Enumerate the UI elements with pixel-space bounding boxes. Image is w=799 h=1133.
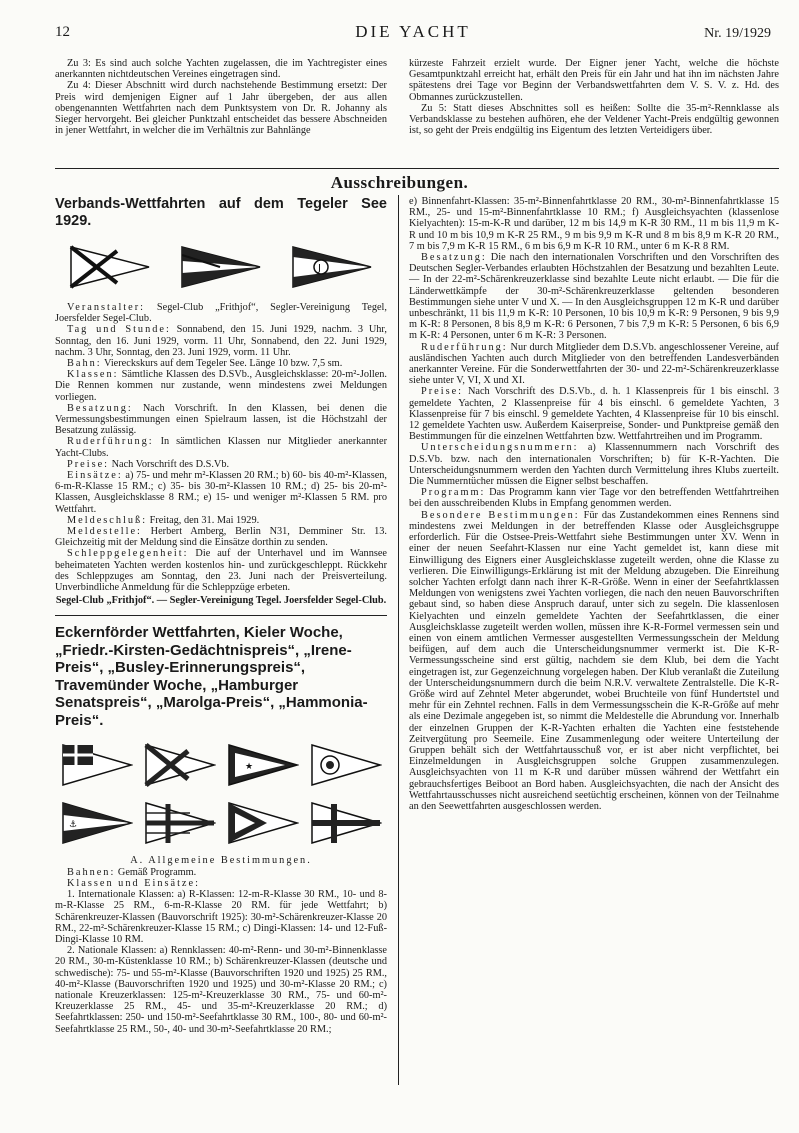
paragraph-text: Nur durch Mitglieder dem D.S.Vb. angeschlossener Vereine, auf ausländischen Yachten auch durch Mitglieder von den betreffenden Landesverbänden anerkannter Vereine. Für die Sonderwettfahrten der 30- und 22-m²-Schärenkreuzerklasse siehe unter V, VI, X und XI.	[409, 341, 779, 387]
club-flag-1-icon	[61, 743, 133, 787]
paragraph	[55, 436, 387, 458]
paragraph-text: Segel-Club „Frithjof“, Segler-Vereinigung Tegel, Joersfelder Segel-Club.	[55, 302, 387, 325]
paragraph	[409, 510, 779, 812]
paragraph	[55, 878, 387, 889]
paragraph-label: Besondere Bestimmungen:	[421, 509, 580, 521]
paragraph-label: Preise:	[421, 386, 464, 398]
paragraph-label: Bahn:	[67, 358, 102, 370]
paragraph-label: Meldeschluß:	[67, 514, 148, 526]
paragraph-text: Freitag, den 31. Mai 1929.	[147, 514, 260, 526]
paragraph-label: Besatzung:	[421, 252, 487, 264]
paragraph-label: Schleppgelegenheit:	[67, 548, 189, 560]
paragraph-text: In sämtlichen Klassen nur Mitglieder anerkannter Yacht-Clubs.	[55, 436, 387, 459]
paragraph-text: Sämtliche Klassen des D.SVb., Ausgleichsklasse: 20-m²-Jollen. Die Rennen kommen nur zustande, wenn mindestens zwei Meldungen vorliegen.	[55, 369, 387, 403]
paragraph-text: 1. Internationale Klassen: a) R-Klassen: 12-m-R-Klasse 30 RM., 10- und 8-m-R-Klasse 25 RM., 6-m-R-Klasse 20 RM. für jede Wettfahrt; b) Schärenkreuzer-Klassen (Bauvorschrift 1925): 30-m²-Schärenkreuzer-Klasse 20 RM., 22-m²-Schärenkreuzer-Klasse 15 RM.; c) Dingi-Klassen: 14- und 12-Fuß-Dingi-Klasse 10 RM.	[55, 889, 387, 945]
magazine-title: DIE YACHT	[355, 22, 471, 41]
paragraph	[55, 945, 387, 1035]
tegel-flag-row	[55, 236, 387, 298]
top-right-continuation	[409, 58, 779, 136]
paragraph-text: Herbert Amberg, Berlin N31, Demminer Str. 13. Gleichzeitig mit der Meldung sind die Einsätze dorthin zu senden.	[55, 526, 387, 549]
paragraph	[409, 487, 779, 509]
tegel-signature: Segel-Club „Frithjof“. — Segler-Vereinigung Tegel. Joersfelder Segel-Club.	[55, 595, 387, 607]
paragraph	[409, 442, 779, 487]
frithjof-flag-icon	[69, 245, 151, 289]
paragraph	[55, 369, 387, 403]
paragraph-text: Nach Vorschrift. In den Klassen, bei denen die Vermessungsbestimmungen einen Spielraum lassen, ist die Höchstzahl der Besatzung zulässig.	[55, 402, 387, 437]
paragraph-text: Viereckskurs auf dem Tegeler See. Länge 10 bzw. 7,5 sm.	[101, 358, 343, 370]
paragraph-label: Ruderführung:	[421, 341, 508, 353]
paragraph-label: Ruderführung:	[67, 436, 154, 448]
left-column	[55, 196, 387, 1035]
paragraph	[55, 470, 387, 515]
section-title: Ausschreibungen.	[330, 173, 469, 192]
paragraph-text: Die nach den internationalen Vorschriften und den Vorschriften des Deutschen Segler-Verbandes erlaubten Höchstzahlen der Besatzung und bezahlten Leute. — In der 22-m²-Schärenkreuzerklasse sind bezahlte Leute nicht erlaubt. — Die für die Länderwettkämpfe der 30-m²-Schärenkreuzerklasse geltenden besonderen Bestimmungen siehe unter V und X. — In den Ausgleichsgruppen 12 m K-R und darüber unbeschränkt, 11 bis 11,9 m K-R: 10 Personen, 10 bis 10,9 m K-R: 9 Personen, 9 bis 9,9 m K-R: 8 Personen, 8 bis 8,9 m K-R: 6 Personen, 7 bis 7,9 m K-R: 5 Personen, 6 bis 6,9 m K-R: 4 Personen, unter 6 m K-R: 3 Personen.	[409, 252, 779, 342]
svg-text:⚓: ⚓	[68, 820, 77, 831]
issue-number: Nr. 19/1929	[704, 26, 771, 41]
paragraph-text: 2. Nationale Klassen: a) Rennklassen: 40-m²-Renn- und 30-m²-Binnenklasse 20 RM., 30-m-Küstenklasse 10 RM.; b) Schärenkreuzer-Klassen (deutsche und schwedische): 75- und 55-m²-Klasse (Bauvorschriften 1920 und 1925) 25 RM., 40-m²-Klasse (Bauvorschriften 1920 und 1925) und 30-m²-Klasse 20 RM.; c) nationale Kreuzerklassen: 125-m²-Kreuzerklasse 30 RM., 75- und 60-m²-Kreuzerklasse 25 RM., 45- und 35-m²-Kreuzerklasse 20 RM.; d) Seefahrtklassen: 250- und 150-m²-Seefahrtklasse 30 RM., 100-, 80- und 60-m²-Seefahrtklasse 25 RM., 50-, 40- und 30-m²-Seefahrtklasse 20 RM.;	[55, 945, 387, 1035]
paragraph: Zu 4: Dieser Abschnitt wird durch nachstehende Bestimmung ersetzt: Der Preis wird demjenigen Eigner auf 1 Jahr übergeben, der aus allen obengenannten Wettfahrten nach dem Punktsystem von Dr. R. Johanny als Sieger hervorgeht. Bei gleicher Punktzahl entscheidet das bessere Abschneiden in jener Wettfahrt, in welcher die im Verhältnis zur Bahnlänge	[55, 80, 387, 137]
paragraph-text: Sonnabend, den 15. Juni 1929, nachm. 3 Uhr, Sonntag, den 16. Juni 1929, vorm. 11 Uhr, Sonnabend, den 22. Juni 1929, nachm. 3 Uhr, Sonntag, den 23. Juni 1929, vorm. 11 Uhr.	[55, 324, 387, 358]
paragraph-label: Besatzung:	[67, 402, 133, 414]
paragraph-text: e) Binnenfahrt-Klassen: 35-m²-Binnenfahrtklasse 20 RM., 30-m²-Binnenfahrtklasse 15 RM., 25- und 15-m²-Binnenfahrtklasse 10 RM.; f) Ausgleichsyachten (klassenlose Kielyachten): 15-m-K-R und darüber, 12 m bis 14,9 m K-R 30 RM., 11 m bis 11,9 m K-R und 10 m bis 10,9 m K-R 25 RM., 9 m bis 9,9 m K-R und 8 m bis 8,9 m K-R 20 RM., 7 m bis 7,9 m K-R 15 RM., 6 m bis 6,9 m K-R 10 RM., unter 6 m K-R 8 RM.	[409, 196, 779, 252]
club-flag-8-icon	[310, 801, 382, 845]
paragraph-label: Preise:	[67, 458, 110, 470]
paragraph	[55, 403, 387, 437]
club-flag-2-icon	[144, 743, 216, 787]
paragraph	[55, 548, 387, 593]
paragraph	[55, 526, 387, 548]
paragraph-text: Die auf der Unterhavel und im Wannsee beheimateten Yachten werden kostenlos hin- und zurückgeschleppt. Rückkehr des Schleppzuges am Sonntag, den 23. Juni nach der Preisverteilung. Unverbindliche Anmeldung für die Schleppzüge erbeten.	[55, 548, 387, 594]
paragraph: Zu 5: Statt dieses Abschnittes soll es heißen: Sollte die 35-m²-Rennklasse als Verbandsklasse zu bestehen aufhören, ehe der Veldener Yacht-Preis endgültig gewonnen ist, so geht der Preis endgültig ins Eigentum des letzten Verteidigers über.	[409, 102, 779, 137]
paragraph-label: Unterscheidungsnummern:	[421, 442, 579, 454]
paragraph-text: Gemäß Programm.	[115, 866, 197, 878]
paragraph	[55, 302, 387, 324]
kiel-subtitle: A. Allgemeine Bestimmungen.	[130, 855, 312, 867]
paragraph-text: Nach Vorschrift des D.S.Vb.	[109, 458, 230, 470]
paragraph-label: Klassen und Einsätze:	[67, 877, 200, 889]
kiel-flag-row-1	[55, 737, 387, 793]
paragraph-label: Meldestelle:	[67, 526, 142, 538]
section-divider	[55, 168, 779, 169]
paragraph-text: Für das Zustandekommen eines Rennens sind mindestens zwei Meldungen in der betreffenden Klasse oder Ausgleichsgruppe erforderlich. Für die Ostsee-Preis-Wettfahrt siehe Bestimmungen unter XV. Wenn in einer der neuen Seefahrt-Klassen nur eine Yacht gemeldet ist, kann diese mit Einwilligung des Eigners einer Ausgleichsklasse zugeteilt werden, ohne die Klasse zu verlieren. Die Einwilligungs-Erklärung ist mit der Meldung abzugeben. Die Einreihung solcher Yachten erfolgt dann nach ihrer K-R-Größe. Wenn in einer der Seefahrtklassen Meldungen von wenigstens zwei Yachten vorliegen, die nach den neuen Bauvorschriften gebaut sind, so haben diese Anspruch darauf, unter sich zu segeln. Die klassenlosen Kielyachten und einzeln gemeldete Yachten der Seefahrtklassen, die einer Ausgleichsklasse zugeteilt werden wollen, müssen ihre K-R-Formel vermessen sein und einen von einem amtlichen Vermesser ausgestellten Vermessungsschein der Meldung beifügen, auf dem auch die Unterscheidungsnummer vermerkt ist. Die K-R-Vermessungsscheine sind erst gültig, nachdem sie dem Klub, bei dem die Yacht eingetragen ist, zur Gegenzeichnung vorgelegen haben. Der Klub veranlaßt die Zuteilung der Unterscheidungsnummern durch die beim N.R.V. verwaltete Zentralstelle. Die K-R-Größe wird auf Zehntel Meter abgerundet, wobei Bruchteile von fünf Hundertstel und mehr für ein Zehntel rechnen. Falls in dem Vermessungsschein die K-R-Größe auf mehr als eine Dezimale angegeben ist, so nimmt die Meldestelle die Abrundung vor. Innerhalb der einzelnen Gruppen der K-R-Yachten erhalten die Yachten eine feststehende Zeitvergütung pro Seemeile. Eine Zusammenlegung oder weitere Unterteilung der Gruppen behält sich der Wettfahrtausschuß vor, er ist aber nicht verpflichtet, bei Einzelmeldungen in Ausgleichsgruppen solche Gruppen zusammenzulegen. Ausgleichsyachten von 11 m K-R und darüber müssen während der Wettfahrt ein gebrauchsfertiges Beiboot an Bord haben. Ausgleichsyachten, die nach der Ansicht des Wettfahrtausschusses nicht ausreichend seetüchtig erscheinen, können von der Teilnahme an den Seewettfahrten ausgeschlossen werden.	[409, 509, 779, 812]
paragraph: Zu 3: Es sind auch solche Yachten zugelassen, die im Yachtregister eines anerkannten nichtdeutschen Vereines eingetragen sind.	[55, 58, 387, 81]
club-flag-5-icon	[61, 801, 133, 845]
section-divider	[55, 615, 387, 616]
segler-vereinigung-tegel-flag-icon	[180, 245, 262, 289]
paragraph-label: Einsätze:	[67, 470, 123, 482]
right-column	[409, 196, 779, 812]
paragraph-label: Tag und Stunde:	[67, 324, 171, 336]
paragraph-label: Veranstalter:	[67, 302, 146, 313]
paragraph	[409, 196, 779, 252]
kiel-flag-row-2	[55, 795, 387, 851]
kiel-title: Eckernförder Wettfahrten, Kieler Woche, „Friedr.-Kirsten-Gedächtnispreis“, „Irene-Preis“, „Busley-Erinnerungspreis“, Travemünder Woche, „Hamburger Senatspreis“, „Marolga-Preis“, „Hammonia-Preis“.	[55, 624, 368, 729]
club-flag-6-icon	[144, 801, 216, 845]
top-left-continuation	[55, 58, 387, 136]
paragraph-text: a) Klassennummern nach Vorschrift des D.S.Vb. bzw. nach den internationalen Vorschriften; b) für K-R-Yachten. Die Unterscheidungsnummern werden den Yachten durch Vermittelung ihres Klubs zuerteilt. Die Nummerntücher müssen die Eigner selbst beschaffen.	[409, 442, 779, 488]
paragraph	[409, 386, 779, 442]
page-header	[55, 22, 771, 44]
paragraph	[55, 867, 387, 878]
paragraph-text: Nach Vorschrift des D.S.Vb., d. h. 1 Klassenpreis für 1 bis einschl. 3 gemeldete Yachten, 2 Klassenpreise für 4 bis einschl. 6 gemeldete Yachten, 3 Klassenpreise für 7 bis einschl. 9 gemeldete Yachten, 4 Klassenpreise für 10 bis einschl. 12 gemeldete Yachten usw. Außerdem Kaiserpreise, Sonder- und Punktpreise gemäß den Bestimmungen für die einzelnen Wettfahrten bzw. Wettfahrtreihen und im Programm.	[409, 386, 779, 443]
paragraph-text: Das Programm kann vier Tage vor den betreffenden Wettfahrtreihen bei den ausschreibenden Klubs in Empfang genommen werden.	[409, 487, 779, 510]
tegel-title: Verbands-Wettfahrten auf dem Tegeler See 1929.	[55, 196, 387, 229]
club-flag-4-icon	[310, 743, 382, 787]
svg-text:★: ★	[244, 762, 253, 773]
paragraph-label: Bahnen:	[67, 866, 116, 878]
paragraph	[55, 889, 387, 945]
paragraph	[55, 459, 387, 470]
paragraph-label: Programm:	[421, 487, 486, 499]
club-flag-7-icon	[227, 801, 299, 845]
page-number: 12	[55, 24, 70, 40]
paragraph	[409, 252, 779, 342]
paragraph: kürzeste Fahrzeit erzielt wurde. Der Eigner jener Yacht, welche die höchste Gesamtpunktzahl erreicht hat, erhält den Preis für ein Jahr und hat ihn im nächsten Jahre spätestens drei Tage vor Beginn der Verbandswettfahrten dem V. S. V. z. Hd. des Obmannes zurückzustellen.	[409, 58, 779, 103]
paragraph	[55, 515, 387, 526]
svg-text:J: J	[317, 263, 321, 274]
club-flag-3-icon	[227, 743, 299, 787]
paragraph	[409, 342, 779, 387]
paragraph-label: Klassen:	[67, 369, 119, 381]
joersfelder-flag-icon	[291, 245, 373, 289]
column-divider	[398, 195, 399, 1085]
paragraph	[55, 358, 387, 369]
paragraph	[55, 324, 387, 358]
paragraph-text: a) 75- und mehr m²-Klassen 20 RM.; b) 60- bis 40-m²-Klassen, 6-m-R-Klasse 15 RM.; c) 35- bis 30-m²-Klassen 10 RM.; d) 25- bis 20-m²-Klassen, Ausgleichsklasse 8 RM.; e) 15- und weniger m²-Klassen 5 RM. pro Wettfahrt.	[55, 470, 387, 515]
